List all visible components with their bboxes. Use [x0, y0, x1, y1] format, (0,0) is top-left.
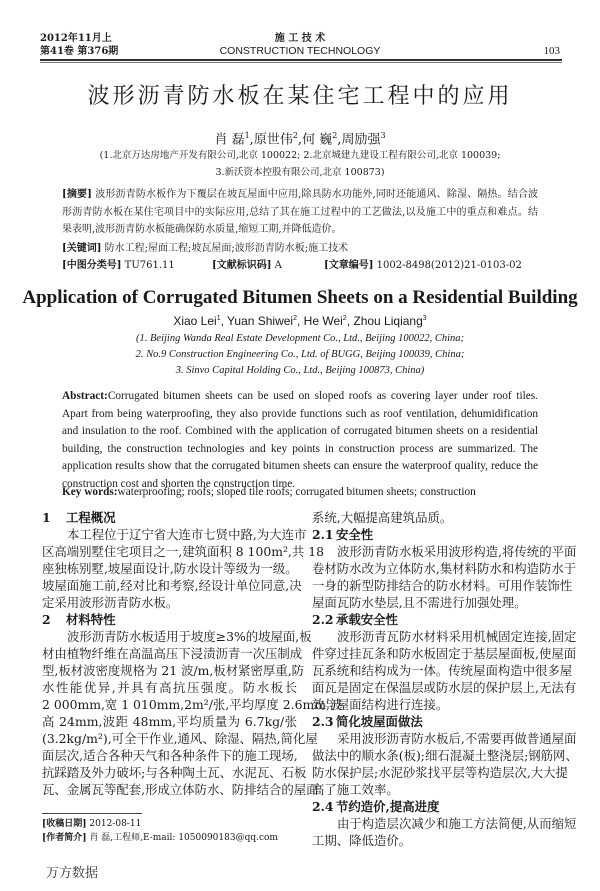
- body-text-line: 定采用波形沥青防水板。: [42, 595, 179, 610]
- author-affil-mark: 1: [244, 131, 250, 140]
- section-heading: [312, 713, 559, 730]
- body-text-line: 卷材防水改为立体防水,集材料防水和构造防水于: [312, 561, 577, 576]
- author-en: Zhou Liqiang: [353, 314, 423, 328]
- section-title: 安全性: [336, 527, 374, 542]
- section-title: 工程概况: [66, 510, 116, 525]
- body-text-line: 水性能优异,并具有高抗压强度。防水板长: [42, 680, 297, 695]
- doc-code-value: A: [274, 260, 282, 271]
- footnote-rule: [42, 813, 142, 814]
- clc-value: TU761.11: [124, 260, 175, 271]
- section-heading: [312, 798, 559, 815]
- body-text-line: 本工程位于辽宁省大连市七贤中路,为大连市: [67, 527, 307, 542]
- body-text-line: 屋面瓦防水垫层,且不需进行加强处理。: [312, 595, 527, 610]
- section-number: 2.1: [312, 527, 334, 542]
- abstract-label: [摘要]: [62, 189, 92, 200]
- keywords-en-text: waterproofing; roofs; sloped tile roofs; corrugated bitumen sheets; construction: [117, 486, 476, 498]
- abstract-en: [62, 388, 538, 493]
- body-text-line: 抗踩踏及外力破坏;与各种陶土瓦、水泥瓦、石板: [42, 765, 307, 780]
- body-text-line: 采用波形沥青防水板后,不需要再做普通屋面: [337, 731, 577, 746]
- keywords-en: [62, 486, 538, 498]
- section-title: 简化坡屋面做法: [336, 714, 423, 729]
- body-text-line: 座独栋别墅,坡屋面设计,防水设计等级为一级。: [42, 561, 298, 576]
- author-en: Yuan Shiwei: [227, 314, 294, 328]
- keywords-text: 防水工程;屋面工程;坡瓦屋面;波形沥青防水板;施工技术: [104, 243, 349, 254]
- author-bio-label: [作者简介]: [42, 833, 87, 843]
- author-affil-mark: 2: [293, 315, 297, 322]
- body-text-line: 瓦、金属瓦等配套,形成立体防水、防排结合的屋面: [42, 782, 319, 797]
- author-en: He Wei: [303, 314, 343, 328]
- author-list-en: Xiao Lei$^1$, Yuan Shiwei$^2$, He Wei$^2$, Zhou Liqiang$^3$: [173, 314, 427, 328]
- received-label: [收稿日期]: [42, 819, 87, 829]
- footnote-received: [42, 818, 141, 831]
- doc-code-label: [文献标识码]: [212, 260, 272, 271]
- page-number: 103: [543, 45, 560, 57]
- classification-row: [62, 257, 538, 275]
- clc-label: [中图分类号]: [62, 260, 122, 271]
- body-text-line: 工期、降低造价。: [312, 833, 412, 848]
- paper-title-en: Application of Corrugated Bitumen Sheets on a Residential Building: [22, 287, 578, 308]
- abstract-text: 波形沥青防水板作为下覆层在坡瓦屋面中应用,除具防水功能外,同时还能通风、除湿、隔热。结合波形沥青防水板在某住宅项目中的实际应用,总结了其在施工过程中的工艺做法,以及施工中的重点和难点。结果表明,波形沥青防水板能确保防水质量,缩短工期,并降低造价。: [62, 189, 538, 235]
- section-heading: [42, 611, 297, 628]
- issue-date: 2012年11月上: [40, 33, 112, 44]
- author: 原世伟: [253, 132, 293, 148]
- paper-title: 波形沥青防水板在某住宅工程中的应用: [87, 84, 513, 109]
- wanfang-watermark: 万方数据: [46, 866, 99, 881]
- body-text-line: (3.2kg/m²),可全干作业,通风、除湿、隔热,简化屋: [42, 731, 318, 746]
- keywords-label: [关键词]: [62, 243, 102, 254]
- section-title: 承载安全性: [336, 612, 398, 627]
- article-no-value: 1002-8498(2012)21-0103-02: [376, 260, 522, 271]
- affiliation: 3.新沃资本控股有限公司,北京 100873): [215, 167, 385, 178]
- body-text-line: 高 24mm,波距 48mm,平均质量为 6.7kg/张: [42, 714, 297, 729]
- affiliation-en: 2. No.9 Construction Engineering Co., Ltd. of BUGG, Beijing 100039, China;: [135, 349, 465, 360]
- body-text-line: 波形沥青防水板采用波形构造,将传统的平面: [337, 544, 577, 559]
- section-title: 材料特性: [66, 612, 116, 627]
- body-text-line: 面层次,适合各种天气和各种条件下的施工现场,: [42, 748, 298, 763]
- body-text-line: 材由植物纤维在高温高压下浸渍沥青一次压制成: [42, 646, 303, 661]
- affiliation-en: (1. Beijing Wanda Real Estate Development Co., Ltd., Beijing 100022, China;: [136, 333, 464, 344]
- abstract-en-text: Corrugated bitumen sheets can be used on sloped roofs as covering layer under roof tiles. Apart from being waterproofing, they also provide functions such as roof ventilation, dehumidification and insulation to the roof. Combined with the application of corrugated bitumen sheets on a residential building, the construction technologies and key points in construction process are summarized. The application results show that the corrugated bitumen sheets can ensure the waterproof quality, reduce the construction cost and shorten the construction time.: [62, 390, 538, 490]
- article-no-label: [文章编号]: [324, 260, 374, 271]
- section-heading: [42, 509, 297, 526]
- body-text-line: 一身的新型防排结合的防水材料。可用作装饰性: [312, 578, 573, 593]
- body-text-line: 区高端别墅住宅项目之一,建筑面积 8 100m²,共 18: [42, 544, 324, 559]
- section-heading: [312, 611, 559, 628]
- body-text-line: 防水保护层;水泥砂浆找平层等构造层次,大大提: [312, 765, 568, 780]
- section-number: 2.2: [312, 612, 334, 627]
- author-list: 肖 磊$^1$,原世伟$^2$,何 巍$^2$,周励强$^3$: [214, 131, 386, 148]
- abstract-en-label: Abstract:: [62, 390, 108, 402]
- body-text-line: 波形沥青防水板适用于坡度≥3%的坡屋面,板: [67, 629, 312, 644]
- author-affil-mark: 2: [292, 131, 298, 140]
- section-number: 2.4: [312, 799, 334, 814]
- header-rule: [40, 59, 562, 63]
- body-text-line: 件穿过挂瓦条和防水板固定于基层屋面板,使屋面: [312, 646, 577, 661]
- body-text-line: 效与屋面结构进行连接。: [312, 697, 449, 712]
- body-text-line: 波形沥青瓦防水材料采用机械固定连接,固定: [337, 629, 577, 644]
- author-affil-mark: 2: [342, 315, 347, 322]
- volume-issue: 第41卷 第376期: [40, 46, 119, 57]
- author-bio: 肖 磊,工程师,E-mail: 1050090183@qq.com: [89, 833, 278, 843]
- body-text-line: 瓦系统和结构成为一体。传统屋面构造中很多屋: [312, 663, 573, 678]
- body-text-line: 高了施工效率。: [312, 782, 399, 797]
- body-text-line: 面瓦是固定在保温层或防水层的保护层上,无法有: [312, 680, 577, 695]
- affiliation: (1.北京万达房地产开发有限公司,北京 100022; 2.北京城建九建设工程有限公司,北京 100039;: [99, 150, 501, 161]
- author: 周励强: [341, 132, 381, 148]
- section-number: 2.3: [312, 714, 334, 729]
- abstract-cn: [62, 186, 538, 239]
- body-text-line: 2 000mm,宽 1 010mm,2m²/张,平均厚度 2.6mm,波: [42, 697, 343, 712]
- section-number: 2: [42, 612, 51, 627]
- affiliation-en: 3. Sinvo Capital Holding Co., Ltd., Beijing 100873, China): [175, 365, 425, 376]
- author-affil-mark: 1: [216, 315, 221, 322]
- body-text-line: 做法中的顺水条(板);细石混凝土整浇层;钢筋网、: [312, 748, 578, 763]
- section-title: 节约造价,提高进度: [336, 799, 440, 814]
- author: 肖 磊: [214, 132, 245, 148]
- author-affil-mark: 2: [332, 131, 338, 140]
- keywords-en-label: Key words:: [62, 486, 118, 498]
- body-text-line: 坡屋面施工前,经对比和考察,经设计单位同意,决: [42, 578, 302, 593]
- author-affil-mark: 3: [380, 131, 386, 140]
- footnote-author: [42, 832, 278, 845]
- body-text-line: 由于构造层次减少和施工方法简便,从而缩短: [337, 816, 577, 831]
- journal-name-cn: 施 工 技 术: [274, 33, 326, 44]
- journal-name-en: CONSTRUCTION TECHNOLOGY: [219, 45, 381, 57]
- author-affil-mark: 3: [422, 315, 427, 322]
- author-en: Xiao Lei: [173, 314, 217, 328]
- body-text-line: 系统,大幅提高建筑品质。: [312, 510, 453, 525]
- keywords-cn: [62, 240, 538, 258]
- section-number: 1: [42, 510, 51, 525]
- section-heading: [312, 526, 559, 543]
- body-column-right: [312, 509, 578, 849]
- body-text-line: 型,板材波密度规格为 21 波/m,板材紧密厚重,防: [42, 663, 305, 678]
- received-date: 2012-08-11: [89, 819, 142, 829]
- author: 何 巍: [302, 132, 333, 148]
